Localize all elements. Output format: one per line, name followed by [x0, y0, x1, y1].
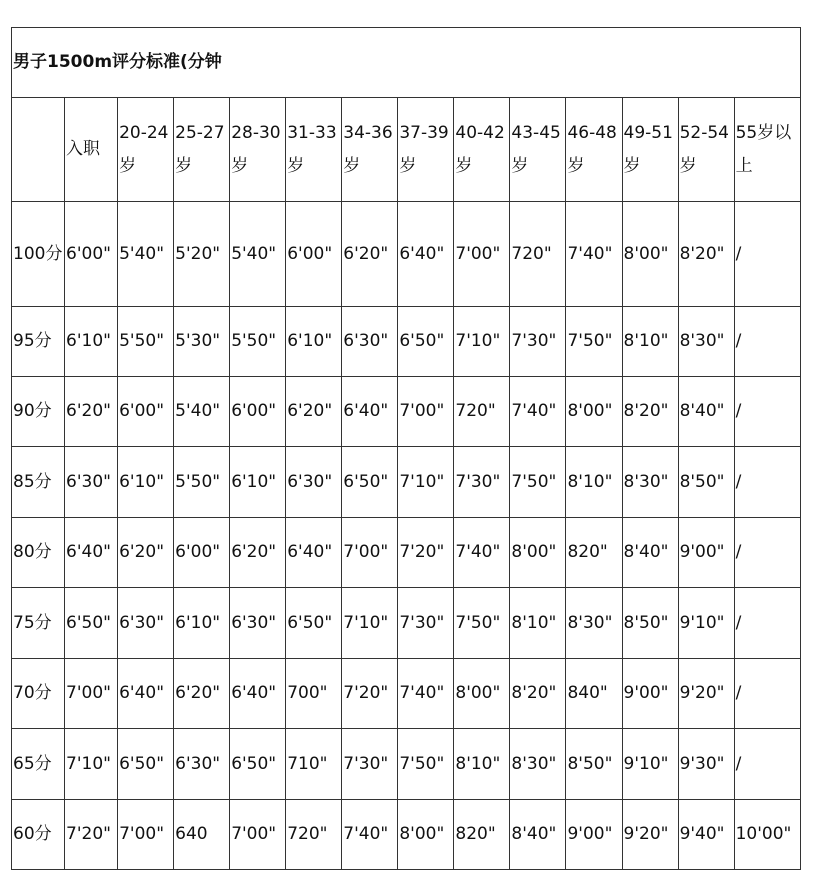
time-cell: 6'00" [230, 377, 286, 447]
time-cell: 7'30" [398, 588, 454, 659]
table-row [12, 307, 801, 377]
time-cell: 6'20" [174, 659, 230, 729]
time-cell: 8'00" [566, 377, 622, 447]
time-cell: 6'50" [286, 588, 342, 659]
table-row [12, 447, 801, 518]
time-cell: 7'30" [342, 729, 398, 800]
table-row [12, 377, 801, 447]
column-header: 28-30岁 [230, 98, 286, 202]
score-label-cell: 80分 [12, 518, 65, 588]
column-header: 34-36岁 [342, 98, 398, 202]
time-cell: 5'50" [174, 447, 230, 518]
time-cell: 7'10" [398, 447, 454, 518]
time-cell: 720" [454, 377, 510, 447]
header-corner-cell [12, 98, 65, 202]
time-cell: 7'20" [65, 800, 118, 870]
time-cell: / [734, 202, 800, 307]
time-cell: 6'30" [174, 729, 230, 800]
score-label-cell: 90分 [12, 377, 65, 447]
time-cell: 7'20" [342, 659, 398, 729]
time-cell: 8'10" [622, 307, 678, 377]
time-cell: 6'10" [286, 307, 342, 377]
column-header: 55岁以上 [734, 98, 800, 202]
time-cell: 6'40" [286, 518, 342, 588]
time-cell: 9'40" [678, 800, 734, 870]
time-cell: 8'00" [622, 202, 678, 307]
time-cell: 9'10" [622, 729, 678, 800]
table-row [12, 800, 801, 870]
time-cell: 7'40" [510, 377, 566, 447]
table-title: 男子1500m评分标准(分钟 [12, 28, 801, 98]
time-cell: 7'00" [65, 659, 118, 729]
time-cell: 8'20" [678, 202, 734, 307]
time-cell: 8'50" [678, 447, 734, 518]
score-label-cell: 85分 [12, 447, 65, 518]
time-cell: 6'10" [174, 588, 230, 659]
time-cell: 8'00" [454, 659, 510, 729]
time-cell: 9'00" [566, 800, 622, 870]
time-cell: 6'00" [174, 518, 230, 588]
time-cell: 7'40" [342, 800, 398, 870]
column-header: 31-33岁 [286, 98, 342, 202]
time-cell: 7'10" [65, 729, 118, 800]
table-row [12, 729, 801, 800]
scoring-table [11, 27, 801, 870]
time-cell: 9'00" [622, 659, 678, 729]
time-cell: 640 [174, 800, 230, 870]
score-label-cell: 70分 [12, 659, 65, 729]
time-cell: 7'50" [566, 307, 622, 377]
time-cell: 7'10" [454, 307, 510, 377]
time-cell: 8'20" [622, 377, 678, 447]
title-row [12, 28, 801, 98]
time-cell: 7'00" [398, 377, 454, 447]
score-label-cell: 75分 [12, 588, 65, 659]
time-cell: 8'10" [454, 729, 510, 800]
time-cell: 5'50" [118, 307, 174, 377]
time-cell: 6'50" [342, 447, 398, 518]
time-cell: 9'10" [678, 588, 734, 659]
score-label-cell: 60分 [12, 800, 65, 870]
time-cell: 6'30" [118, 588, 174, 659]
time-cell: 700" [286, 659, 342, 729]
time-cell: / [734, 518, 800, 588]
time-cell: 8'30" [566, 588, 622, 659]
time-cell: 6'40" [398, 202, 454, 307]
time-cell: 9'20" [622, 800, 678, 870]
time-cell: 7'40" [566, 202, 622, 307]
column-header: 20-24岁 [118, 98, 174, 202]
time-cell: 7'00" [454, 202, 510, 307]
column-header: 入职 [65, 98, 118, 202]
time-cell: 5'20" [174, 202, 230, 307]
time-cell: 820" [454, 800, 510, 870]
time-cell: 8'30" [510, 729, 566, 800]
time-cell: / [734, 659, 800, 729]
time-cell: 8'40" [510, 800, 566, 870]
time-cell: / [734, 447, 800, 518]
time-cell: 5'50" [230, 307, 286, 377]
time-cell: 840" [566, 659, 622, 729]
column-header: 43-45岁 [510, 98, 566, 202]
time-cell: 7'30" [510, 307, 566, 377]
time-cell: 5'40" [230, 202, 286, 307]
time-cell: 7'30" [454, 447, 510, 518]
time-cell: 6'00" [65, 202, 118, 307]
time-cell: 6'50" [65, 588, 118, 659]
time-cell: 10'00" [734, 800, 800, 870]
time-cell: 6'10" [65, 307, 118, 377]
time-cell: 8'10" [566, 447, 622, 518]
time-cell: 7'00" [342, 518, 398, 588]
table-row [12, 659, 801, 729]
time-cell: 7'00" [118, 800, 174, 870]
time-cell: 6'50" [398, 307, 454, 377]
time-cell: 820" [566, 518, 622, 588]
time-cell: / [734, 729, 800, 800]
time-cell: 6'20" [342, 202, 398, 307]
time-cell: 6'40" [342, 377, 398, 447]
time-cell: 7'50" [398, 729, 454, 800]
time-cell: 8'40" [622, 518, 678, 588]
time-cell: 6'40" [65, 518, 118, 588]
column-header: 52-54岁 [678, 98, 734, 202]
time-cell: 8'00" [398, 800, 454, 870]
time-cell: 6'30" [286, 447, 342, 518]
table-row [12, 202, 801, 307]
column-header: 46-48岁 [566, 98, 622, 202]
time-cell: 8'20" [510, 659, 566, 729]
time-cell: / [734, 307, 800, 377]
time-cell: 9'20" [678, 659, 734, 729]
time-cell: 8'40" [678, 377, 734, 447]
time-cell: 6'30" [65, 447, 118, 518]
score-label-cell: 65分 [12, 729, 65, 800]
time-cell: 6'00" [286, 202, 342, 307]
time-cell: 8'00" [510, 518, 566, 588]
time-cell: 6'20" [118, 518, 174, 588]
time-cell: 7'20" [398, 518, 454, 588]
column-header: 37-39岁 [398, 98, 454, 202]
time-cell: 6'30" [230, 588, 286, 659]
time-cell: 6'20" [230, 518, 286, 588]
time-cell: 7'40" [398, 659, 454, 729]
time-cell: 6'40" [230, 659, 286, 729]
time-cell: 6'20" [65, 377, 118, 447]
time-cell: 8'50" [566, 729, 622, 800]
time-cell: 9'00" [678, 518, 734, 588]
score-label-cell: 100分 [12, 202, 65, 307]
time-cell: / [734, 588, 800, 659]
time-cell: 9'30" [678, 729, 734, 800]
time-cell: 6'40" [118, 659, 174, 729]
time-cell: 710" [286, 729, 342, 800]
time-cell: 7'40" [454, 518, 510, 588]
time-cell: 7'50" [454, 588, 510, 659]
time-cell: 720" [286, 800, 342, 870]
time-cell: 6'10" [118, 447, 174, 518]
time-cell: 7'50" [510, 447, 566, 518]
column-header: 25-27岁 [174, 98, 230, 202]
time-cell: 7'10" [342, 588, 398, 659]
table-row [12, 588, 801, 659]
time-cell: 5'40" [174, 377, 230, 447]
time-cell: 720" [510, 202, 566, 307]
time-cell: 6'20" [286, 377, 342, 447]
time-cell: 6'00" [118, 377, 174, 447]
time-cell: 6'50" [230, 729, 286, 800]
time-cell: 7'00" [230, 800, 286, 870]
time-cell: / [734, 377, 800, 447]
score-label-cell: 95分 [12, 307, 65, 377]
column-header: 40-42岁 [454, 98, 510, 202]
time-cell: 8'50" [622, 588, 678, 659]
header-row [12, 98, 801, 202]
column-header: 49-51岁 [622, 98, 678, 202]
table-body [12, 28, 801, 870]
table-row [12, 518, 801, 588]
time-cell: 8'30" [622, 447, 678, 518]
time-cell: 6'50" [118, 729, 174, 800]
time-cell: 5'30" [174, 307, 230, 377]
time-cell: 6'10" [230, 447, 286, 518]
time-cell: 8'30" [678, 307, 734, 377]
time-cell: 8'10" [510, 588, 566, 659]
time-cell: 6'30" [342, 307, 398, 377]
time-cell: 5'40" [118, 202, 174, 307]
